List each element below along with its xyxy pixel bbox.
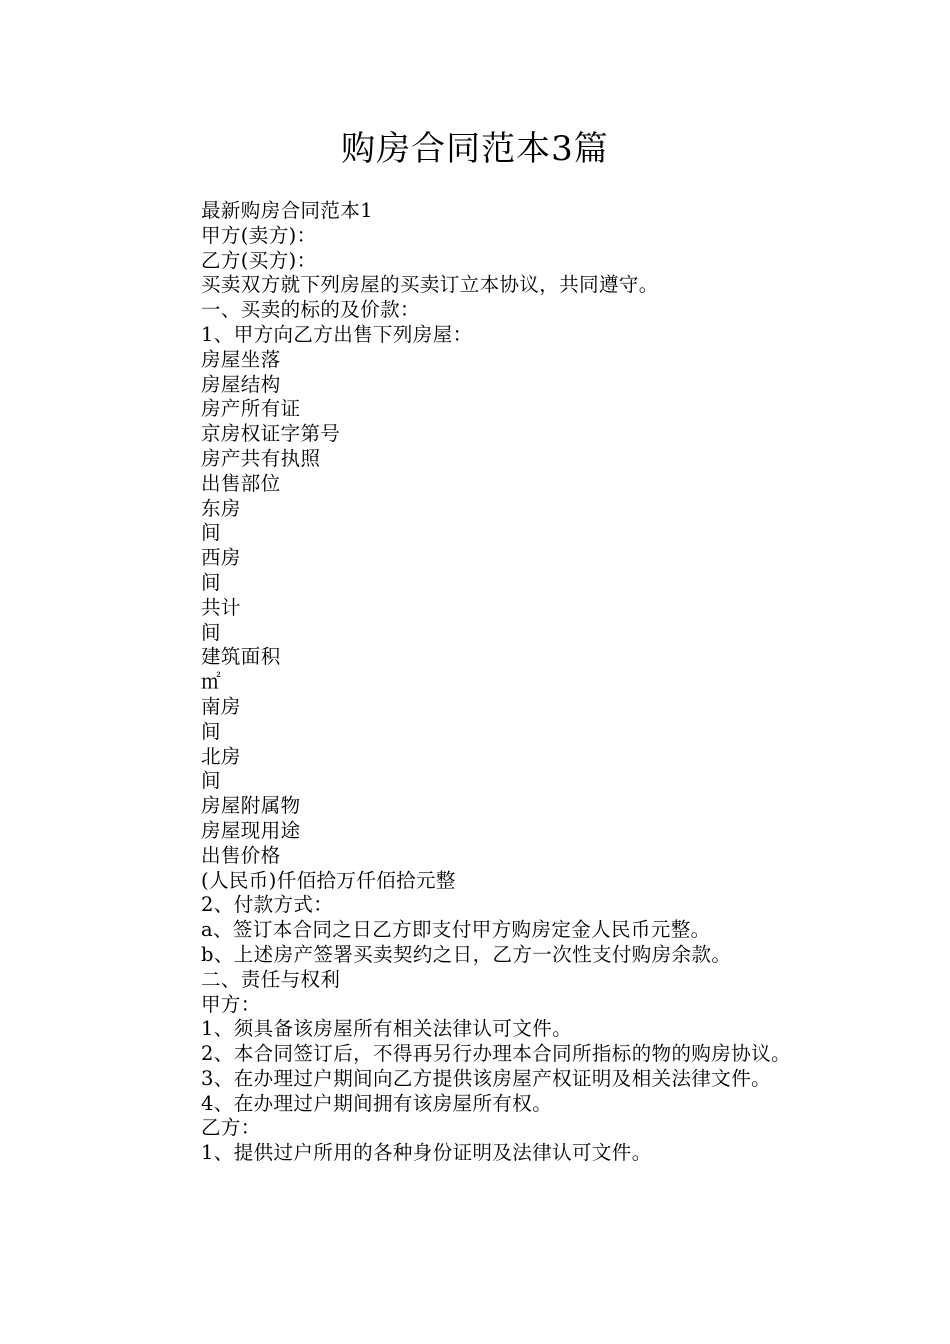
field-label: 建筑面积 xyxy=(201,645,281,669)
field-label: 出售价格 xyxy=(201,843,281,867)
field-label: 东房 xyxy=(201,496,241,520)
agreement-intro: 买卖双方就下列房屋的买卖订立本协议，共同遵守。 xyxy=(201,273,659,297)
field-unit: ㎡ xyxy=(201,670,221,694)
duty-item: 1、须具备该房屋所有相关法律认可文件。 xyxy=(201,1017,573,1041)
field-label: 房屋附属物 xyxy=(201,794,301,818)
field-label: 西房 xyxy=(201,546,241,570)
price-line: (人民币)仟佰拾万仟佰拾元整 xyxy=(201,868,456,892)
field-unit: 间 xyxy=(201,570,221,594)
field-label: 房产所有证 xyxy=(201,397,301,421)
clause-item: 1、甲方向乙方出售下列房屋： xyxy=(201,322,473,346)
duty-item: 2、本合同签订后，不得再另行办理本合同所指标的物的购房协议。 xyxy=(201,1042,791,1066)
field-unit: 间 xyxy=(201,620,221,644)
clause-item: 2、付款方式： xyxy=(201,893,334,917)
field-unit: 间 xyxy=(201,521,221,545)
payment-term: a、签订本合同之日乙方即支付甲方购房定金人民币元整。 xyxy=(201,918,711,942)
party-b-label: 乙方： xyxy=(201,1116,261,1140)
section-heading: 最新购房合同范本1 xyxy=(201,199,374,222)
field-label: 房产共有执照 xyxy=(201,446,321,470)
duty-item: 4、在办理过户期间拥有该房屋所有权。 xyxy=(201,1091,553,1115)
field-label: 北房 xyxy=(201,744,241,768)
field-unit: 间 xyxy=(201,769,221,793)
clause-heading-2: 二、责任与权利 xyxy=(201,967,341,991)
field-label: 房屋结构 xyxy=(201,372,281,396)
field-label: 房屋坐落 xyxy=(201,347,281,371)
document-body xyxy=(145,199,815,1166)
document-title: 购房合同范本3篇 xyxy=(341,129,609,169)
clause-heading-1: 一、买卖的标的及价款： xyxy=(201,298,420,322)
party-a-label: 甲方： xyxy=(201,992,261,1016)
field-label: 出售部位 xyxy=(201,471,281,495)
payment-term: b、上述房产签署买卖契约之日，乙方一次性支付购房余款。 xyxy=(201,942,732,966)
party-a-label: 甲方(卖方)： xyxy=(201,223,317,247)
duty-item: 1、提供过户所用的各种身份证明及法律认可文件。 xyxy=(201,1141,652,1165)
field-label: 京房权证字第号 xyxy=(201,422,341,446)
party-b-label: 乙方(买方)： xyxy=(201,248,317,272)
field-unit: 间 xyxy=(201,719,221,743)
duty-item: 3、在办理过户期间向乙方提供该房屋产权证明及相关法律文件。 xyxy=(201,1066,772,1090)
field-label: 共计 xyxy=(201,595,241,619)
field-label: 南房 xyxy=(201,694,241,718)
field-label: 房屋现用途 xyxy=(201,818,301,842)
